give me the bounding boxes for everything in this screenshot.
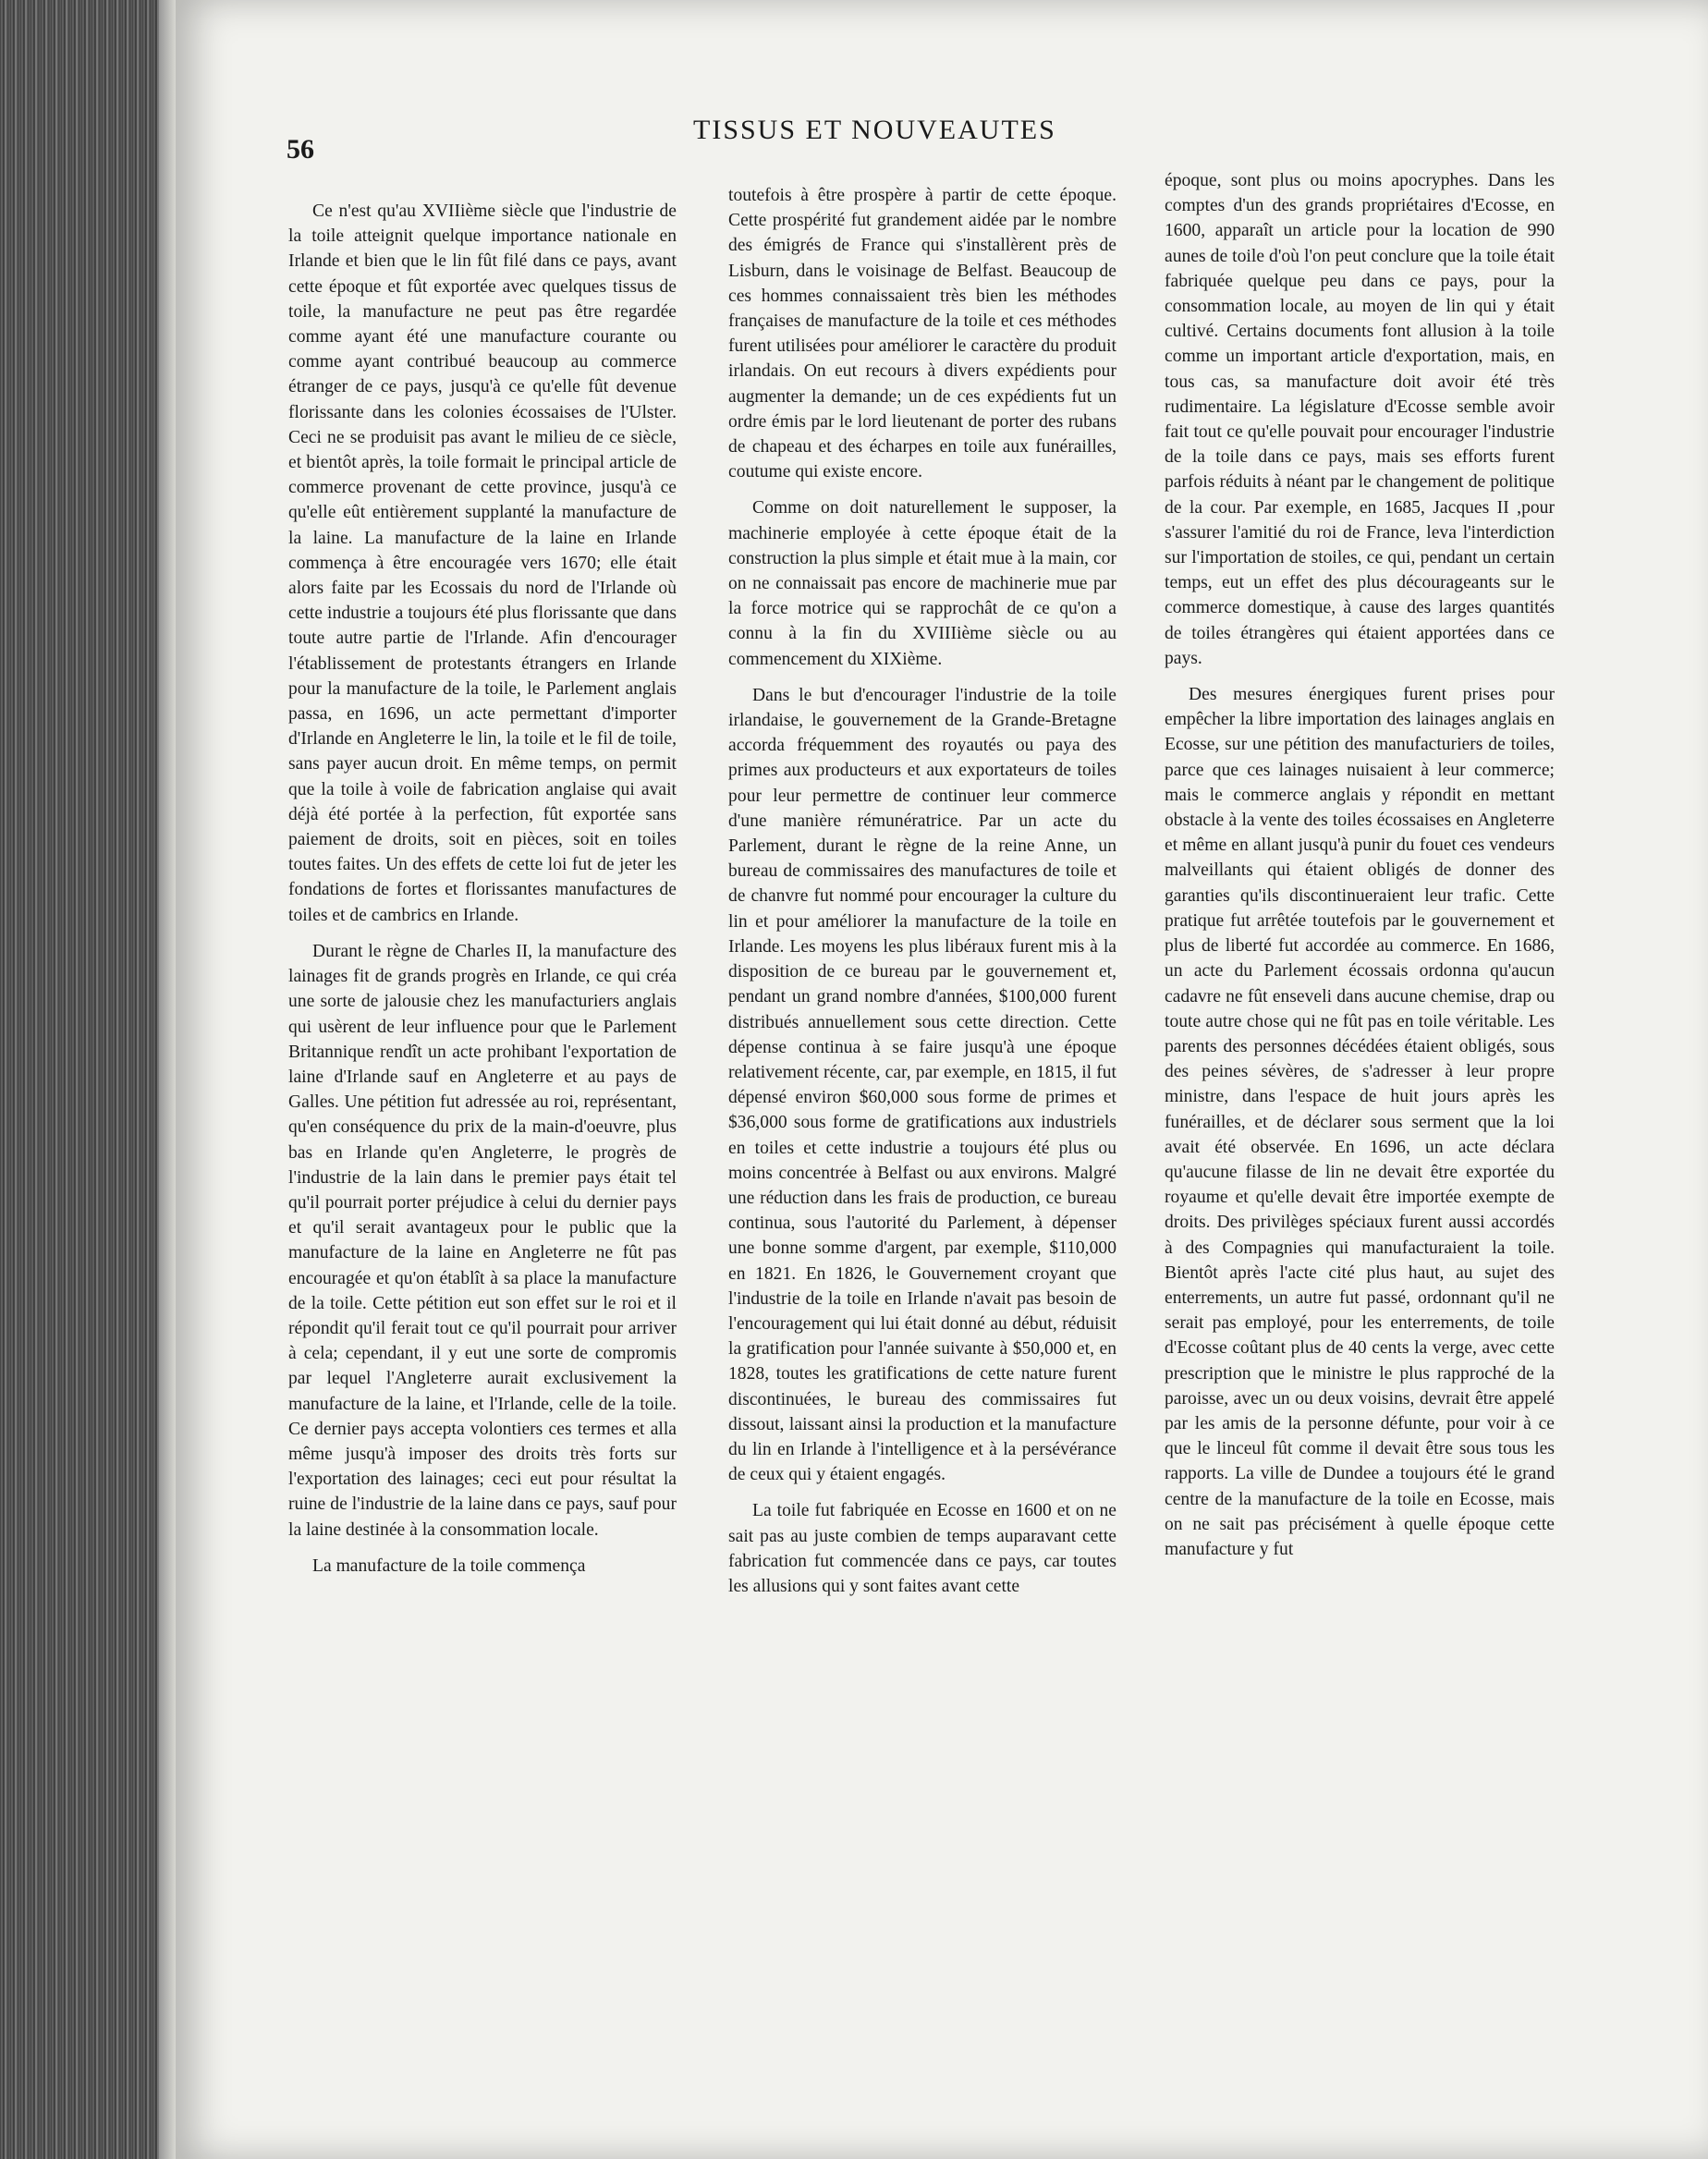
page-number: 56 bbox=[287, 134, 314, 165]
text-column-3 bbox=[1165, 168, 1555, 1573]
page-edges bbox=[0, 0, 176, 2159]
paragraph: époque, sont plus ou moins apocryphes. Dans les comptes d'un des grands propriétaires d'Ecosse, en 1600, apparaît un article pour la location de 990 aunes de toile d'où l'on peut conclure que la toile était fabriquée quelque peu dans ce pays, pour la consommation locale, au moyen de lin qui y était cultivé. Certains documents font allusion à la toile comme un important article d'exportation, mais, en tous cas, sa manufacture doit avoir été très rudimentaire. La législature d'Ecosse semble avoir fait tout ce qu'elle pouvait pour encourager l'industrie de la toile dans ce pays, mais ses efforts furent parfois réduits à néant par le changement de politique de la cour. Par exemple, en 1685, Jacques II ,pour s'assurer l'amitié du roi de France, leva l'interdiction sur l'importation de stoiles, ce qui, pendant un certain temps, eut un effet des plus décourageants sur le commerce domestique, à cause des larges quantités de toiles étrangères qui étaient apportées dans ce pays. bbox=[1165, 171, 1555, 668]
paragraph: Des mesures énergiques furent prises pour empêcher la libre importation des lainages anglais en Ecosse, sur une pétition des manufacturiers de toiles, parce que ces lainages nuisaient à leur commerce; mais le commerce anglais y répondit en mettant obstacle à la vente des toiles écossaises en Angleterre et même en allant jusqu'à punir du fouet ces vendeurs malveillants qui étaient obligés de donner des garanties qu'ils discontinueraient leur trafic. Cette pratique fut arrêtée toutefois par le gouvernement et plus de liberté fut accordée au commerce. En 1686, un acte du Parlement écossais ordonna qu'aucun cadavre ne fût enseveli dans aucune chemise, drap ou toute autre chose qui ne fût pas en toile véritable. Les parents des personnes décédées étaient obligés, sous des peines sévères, de s'adresser à leur propre ministre, dans l'espace de huit jours après les funérailles, et de déclarer sous serment que la loi avait été observée. En 1696, un acte déclara qu'aucune filasse de lin ne devait être exportée du royaume et qu'elle devait être importée exempte de droits. Des privilèges spéciaux furent aussi accordés à des Compagnies qui manufacturaient la toile. Bientôt après l'acte cité plus haut, au sujet des enterrements, un autre fut passé, ordonnant qu'il ne serait pas employé, pour les enterrements, de toile d'Ecosse coûtant plus de 40 cents la verge, avec cette prescription que le ministre le plus rapproché de la paroisse, avec un ou deux voisins, devrait être appelé par les amis de la personne défunte, pour voir à ce que le linceul fût comme il devait être sous tous les rapports. La ville de Dundee a toujours été le grand centre de la manufacture de la toile en Ecosse, mais on ne sait pas précisément à quelle époque cette manufacture y fut bbox=[1165, 685, 1555, 1559]
text-column-2 bbox=[728, 183, 1116, 1610]
paragraph: La toile fut fabriquée en Ecosse en 1600 et on ne sait pas au juste combien de temps auparavant cette fabrication fut commencée dans ce pays, car toutes les allusions qui y sont faites avant cette bbox=[728, 1501, 1116, 1596]
paragraph: Ce n'est qu'au XVIIième siècle que l'industrie de la toile atteignit quelque importance nationale en Irlande et bien que le lin fût filé dans ce pays, avant cette époque et fût exportée avec quelques tissus de toile, la manufacture ne peut pas être regardée comme ayant été une manufacture courante ou comme ayant contribué beaucoup au commerce étranger de ce pays, jusqu'à ce qu'elle fût devenue florissante dans les colonies écossaises de l'Ulster. Ceci ne se produisit pas avant le milieu de ce siècle, et bientôt après, la toile formait le principal article de commerce provenant de cette province, jusqu'à ce qu'elle eût entièrement supplanté la manufacture de la laine. La manufacture de la laine en Irlande commença à être encouragée vers 1670; elle était alors faite par les Ecossais du nord de l'Irlande où cette industrie a toujours été plus florissante que dans toute autre partie de l'Irlande. Afin d'encourager l'établissement de protestants étrangers en Irlande pour la manufacture de la toile, le Parlement anglais passa, en 1696, un acte permettant d'importer d'Irlande en Angleterre le lin, la toile et le fil de toile, sans payer aucun droit. En même temps, on permit que la toile à voile de fabrication anglaise qui avait déjà été portée à la perfection, fût exportée sans paiement de droits, soit en pièces, soit en toiles toutes faites. Un des effets de cette loi fut de jeter les fondations de fortes et florissantes manufactures de toiles et de cambrics en Irlande. bbox=[288, 201, 677, 925]
paragraph: Dans le but d'encourager l'industrie de la toile irlandaise, le gouvernement de la Grande-Bretagne accorda fréquemment des royautés ou paya des primes aux producteurs et aux exportateurs de toiles pour leur permettre de continuer leur commerce d'une manière rémunératrice. Par un acte du Parlement, durant le règne de la reine Anne, un bureau de commissaires des manufactures de toile et de chanvre fut nommé pour encourager la culture du lin et pour améliorer la manufacture de la toile en Irlande. Les moyens les plus libéraux furent mis à la disposition de ce bureau par le gouvernement et, pendant un grand nombre d'années, $100,000 furent distribués annuellement sous cette direction. Cette dépense continua à se faire jusqu'à une époque relativement récente, car, par exemple, en 1815, il fut dépensé environ $60,000 sous forme de primes et $36,000 sous forme de gratifications aux industriels en toiles et cette industrie a toujours été plus ou moins concentrée à Belfast ou aux environs. Malgré une réduction dans les frais de production, ce bureau continua, sous l'autorité du Parlement, à dépenser une bonne somme d'argent, par exemple, $110,000 en 1821. En 1826, le Gouvernement croyant que l'industrie de la toile en Irlande n'avait pas besoin de l'encouragement qui lui était donné au début, réduisit la gratification pour l'année suivante à $50,000 et, en 1828, toutes les gratifications de cette nature furent discontinuées, le bureau des commissaires fut dissout, laissant ainsi la production et la manufacture du lin en Irlande à l'intelligence et à la persévérance de ceux qui y étaient engagés. bbox=[728, 685, 1116, 1485]
page-sheet bbox=[176, 0, 1708, 2159]
running-head-title: TISSUS ET NOUVEAUTES bbox=[693, 115, 1056, 145]
paragraph: Comme on doit naturellement le supposer, la machinerie employée à cette époque était de la construction la plus simple et était mue à la main, cor on ne connaissait pas encore de machinerie mue par la force motrice qui se rapprochât de ce qu'on a connu à la fin du XVIIIième siècle ou au commencement du XIXième. bbox=[728, 498, 1116, 669]
paragraph: La manufacture de la toile commença bbox=[312, 1555, 586, 1576]
paragraph: Durant le règne de Charles II, la manufacture des lainages fit de grands progrès en Irlande, ce qui créa une sorte de jalousie chez les manufacturiers anglais qui usèrent de leur influence pour que le Parlement Britannique rendît un acte prohibant l'exportation de laine d'Irlande sauf en Angleterre et au pays de Galles. Une pétition fut adressée au roi, représentant, qu'en conséquence du prix de la main-d'oeuvre, plus bas en Irlande qu'en Angleterre, le progrès de l'industrie de la lain dans le premier pays était tel qu'il pourrait porter préjudice à celui du dernier pays et qu'il serait avantageux pour le public que la manufacture de la laine en Angleterre ne fût pas encouragée et qu'on établît à sa place la manufacture de la toile. Cette pétition eut son effet sur le roi et il répondit qu'il ferait tout ce qu'il pourrait pour arriver à cela; cependant, il y eut une sorte de compromis par lequel l'Angleterre aurait exclusivement la manufacture de la laine, et l'Irlande, celle de la toile. Ce dernier pays accepta volontiers ces termes et alla même jusqu'à imposer des droits très forts sur l'exportation des lainages; ceci eut pour résultat la ruine de l'industrie de la laine dans ce pays, sauf pour la laine destinée à la consommation locale. bbox=[288, 941, 677, 1540]
paragraph: toutefois à être prospère à partir de cette époque. Cette prospérité fut grandement aidée par le nombre des émigrés de France qui s'installèrent près de Lisburn, dans le voisinage de Belfast. Beaucoup de ces hommes connaissaient très bien les méthodes françaises de manufacture de la toile et ces méthodes furent utilisées pour améliorer le caractère du produit irlandais. On eut recours à divers expédients pour augmenter la demande; un de ces expédients fut un ordre émis par le lord lieutenant de porter des rubans de chapeau et des écharpes en toile aux funérailles, coutume qui existe encore. bbox=[728, 186, 1116, 482]
text-column-1 bbox=[288, 199, 677, 1590]
